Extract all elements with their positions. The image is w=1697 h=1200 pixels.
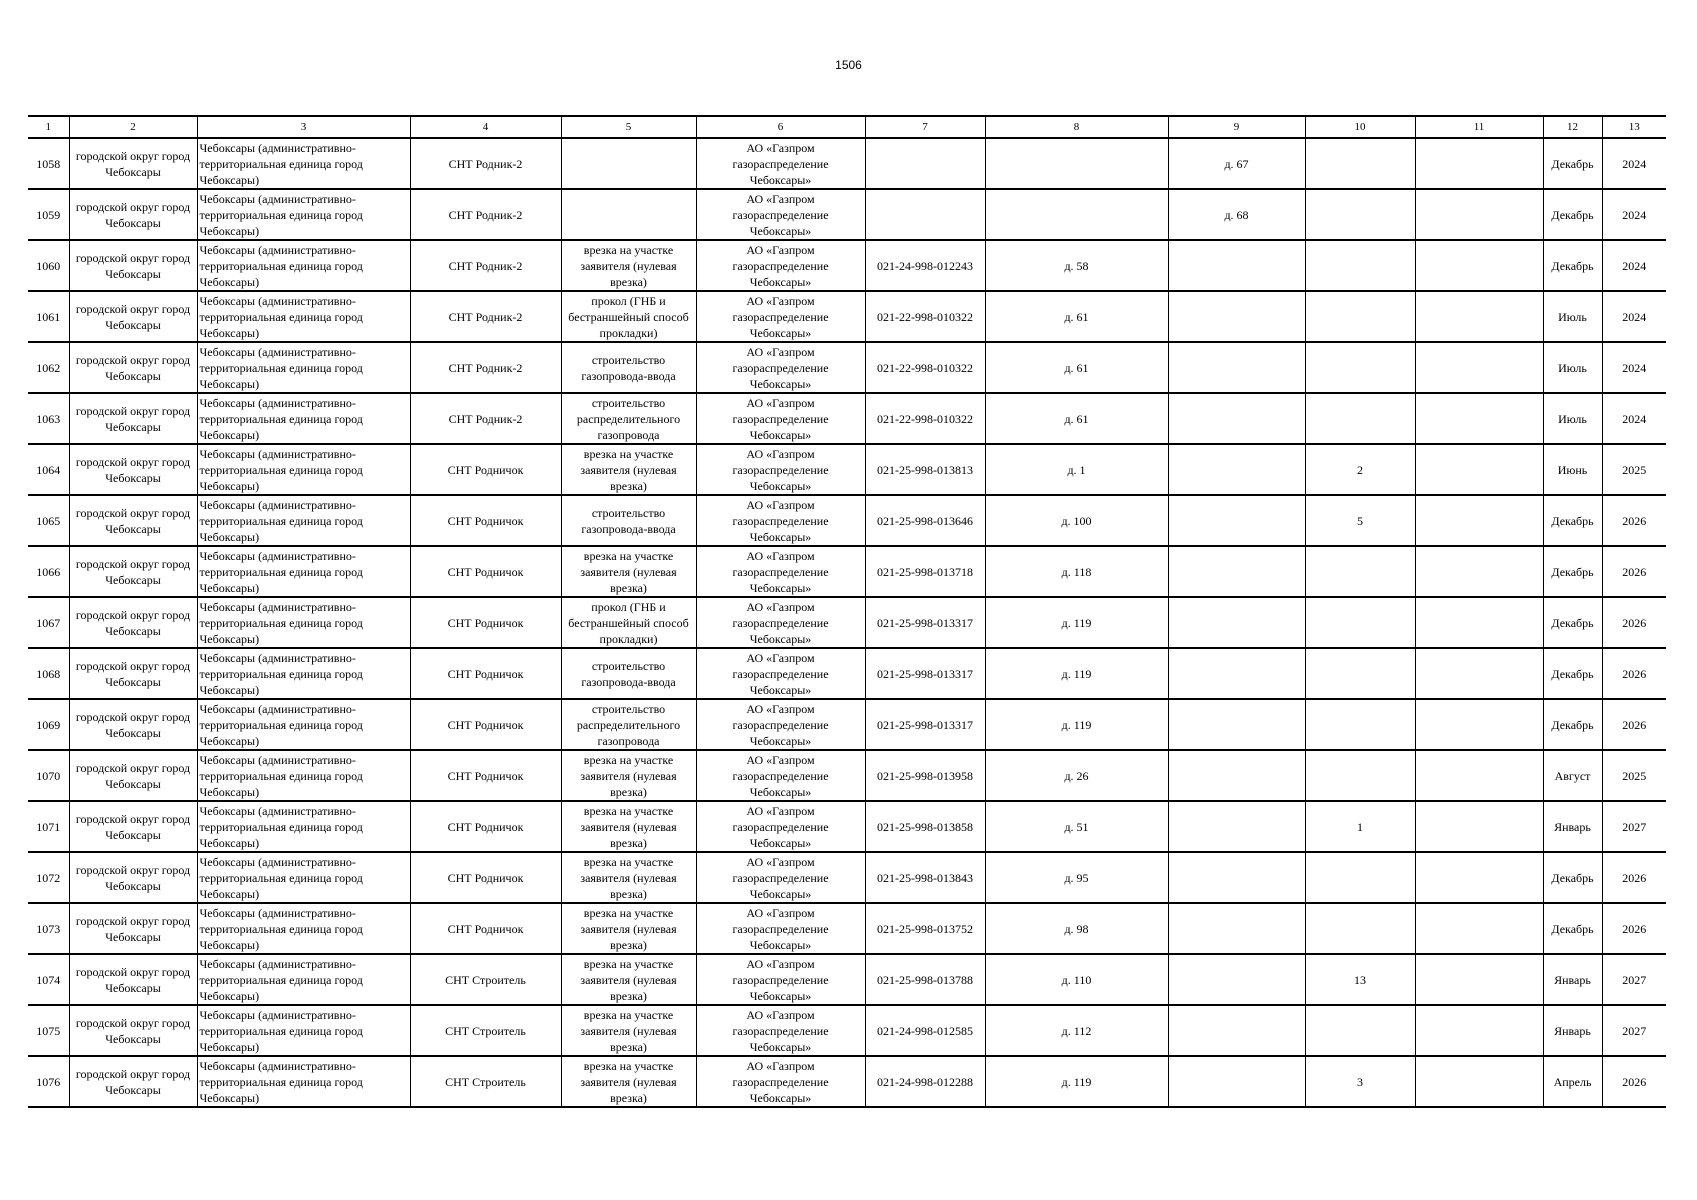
settlement-cell: Чебоксары (административно- территориальная единица город Чебоксары)	[197, 1056, 410, 1107]
month-cell: Декабрь	[1543, 597, 1602, 648]
row-number-cell: 1062	[28, 342, 69, 393]
col9-cell	[1168, 801, 1305, 852]
col11-cell	[1415, 444, 1543, 495]
col9-cell	[1168, 1056, 1305, 1107]
col9-cell	[1168, 903, 1305, 954]
municipality-cell: городской округ город Чебоксары	[69, 1056, 197, 1107]
col9-cell	[1168, 495, 1305, 546]
col10-cell: 13	[1305, 954, 1415, 1005]
municipality-cell: городской округ город Чебоксары	[69, 291, 197, 342]
col9-cell	[1168, 546, 1305, 597]
work-type-cell: врезка на участке заявителя (нулевая врезка)	[561, 240, 696, 291]
address-cell: д. 26	[985, 750, 1168, 801]
work-type-cell: врезка на участке заявителя (нулевая врезка)	[561, 1005, 696, 1056]
object-cell: СНТ Родничок	[410, 495, 561, 546]
object-cell: СНТ Родник-2	[410, 138, 561, 189]
column-header: 13	[1602, 116, 1666, 138]
month-cell: Декабрь	[1543, 189, 1602, 240]
municipality-cell: городской округ город Чебоксары	[69, 852, 197, 903]
organization-cell: АО «Газпром газораспределение Чебоксары»	[696, 138, 865, 189]
col10-cell	[1305, 189, 1415, 240]
year-cell: 2024	[1602, 189, 1666, 240]
month-cell: Январь	[1543, 1005, 1602, 1056]
col11-cell	[1415, 342, 1543, 393]
address-cell: д. 51	[985, 801, 1168, 852]
organization-cell: АО «Газпром газораспределение Чебоксары»	[696, 444, 865, 495]
col11-cell	[1415, 699, 1543, 750]
object-cell: СНТ Родничок	[410, 903, 561, 954]
month-cell: Июль	[1543, 342, 1602, 393]
work-type-cell: врезка на участке заявителя (нулевая врезка)	[561, 750, 696, 801]
settlement-cell: Чебоксары (административно- территориальная единица город Чебоксары)	[197, 240, 410, 291]
table-row	[28, 444, 1666, 495]
object-cell: СНТ Родничок	[410, 546, 561, 597]
organization-cell: АО «Газпром газораспределение Чебоксары»	[696, 699, 865, 750]
organization-cell: АО «Газпром газораспределение Чебоксары»	[696, 1005, 865, 1056]
contract-number-cell: 021-25-998-013646	[865, 495, 985, 546]
year-cell: 2025	[1602, 444, 1666, 495]
object-cell: СНТ Родничок	[410, 648, 561, 699]
organization-cell: АО «Газпром газораспределение Чебоксары»	[696, 342, 865, 393]
settlement-cell: Чебоксары (административно- территориальная единица город Чебоксары)	[197, 1005, 410, 1056]
address-cell: д. 61	[985, 393, 1168, 444]
col9-cell	[1168, 393, 1305, 444]
register-table	[28, 115, 1666, 1108]
organization-cell: АО «Газпром газораспределение Чебоксары»	[696, 852, 865, 903]
col11-cell	[1415, 138, 1543, 189]
table-row	[28, 138, 1666, 189]
row-number-cell: 1074	[28, 954, 69, 1005]
contract-number-cell: 021-25-998-013752	[865, 903, 985, 954]
municipality-cell: городской округ город Чебоксары	[69, 546, 197, 597]
work-type-cell: врезка на участке заявителя (нулевая врезка)	[561, 954, 696, 1005]
address-cell: д. 112	[985, 1005, 1168, 1056]
table-row	[28, 1056, 1666, 1107]
col9-cell	[1168, 699, 1305, 750]
address-cell	[985, 189, 1168, 240]
contract-number-cell: 021-25-998-013718	[865, 546, 985, 597]
row-number-cell: 1063	[28, 393, 69, 444]
contract-number-cell: 021-24-998-012243	[865, 240, 985, 291]
year-cell: 2024	[1602, 393, 1666, 444]
address-cell: д. 98	[985, 903, 1168, 954]
organization-cell: АО «Газпром газораспределение Чебоксары»	[696, 495, 865, 546]
table-row	[28, 1005, 1666, 1056]
table-row	[28, 903, 1666, 954]
col9-cell	[1168, 648, 1305, 699]
month-cell: Июль	[1543, 393, 1602, 444]
settlement-cell: Чебоксары (административно- территориальная единица город Чебоксары)	[197, 291, 410, 342]
col11-cell	[1415, 750, 1543, 801]
col11-cell	[1415, 954, 1543, 1005]
col9-cell	[1168, 750, 1305, 801]
col9-cell	[1168, 444, 1305, 495]
work-type-cell	[561, 138, 696, 189]
col9-cell	[1168, 852, 1305, 903]
address-cell	[985, 138, 1168, 189]
table-row	[28, 801, 1666, 852]
address-cell: д. 119	[985, 597, 1168, 648]
work-type-cell: врезка на участке заявителя (нулевая врезка)	[561, 1056, 696, 1107]
col10-cell	[1305, 342, 1415, 393]
col10-cell	[1305, 597, 1415, 648]
table-row	[28, 291, 1666, 342]
month-cell: Январь	[1543, 801, 1602, 852]
municipality-cell: городской округ город Чебоксары	[69, 648, 197, 699]
col11-cell	[1415, 546, 1543, 597]
address-cell: д. 110	[985, 954, 1168, 1005]
row-number-cell: 1072	[28, 852, 69, 903]
month-cell: Декабрь	[1543, 495, 1602, 546]
organization-cell: АО «Газпром газораспределение Чебоксары»	[696, 648, 865, 699]
settlement-cell: Чебоксары (административно- территориальная единица город Чебоксары)	[197, 444, 410, 495]
month-cell: Июль	[1543, 291, 1602, 342]
object-cell: СНТ Родник-2	[410, 342, 561, 393]
work-type-cell: строительство газопровода-ввода	[561, 495, 696, 546]
col10-cell	[1305, 1005, 1415, 1056]
col10-cell	[1305, 546, 1415, 597]
settlement-cell: Чебоксары (административно- территориальная единица город Чебоксары)	[197, 903, 410, 954]
column-header: 4	[410, 116, 561, 138]
col9-cell	[1168, 597, 1305, 648]
object-cell: СНТ Родник-2	[410, 291, 561, 342]
col10-cell	[1305, 699, 1415, 750]
municipality-cell: городской округ город Чебоксары	[69, 750, 197, 801]
col9-cell: д. 67	[1168, 138, 1305, 189]
col9-cell	[1168, 342, 1305, 393]
contract-number-cell	[865, 189, 985, 240]
month-cell: Декабрь	[1543, 138, 1602, 189]
address-cell: д. 119	[985, 699, 1168, 750]
object-cell: СНТ Родничок	[410, 750, 561, 801]
work-type-cell: врезка на участке заявителя (нулевая врезка)	[561, 903, 696, 954]
year-cell: 2026	[1602, 1056, 1666, 1107]
municipality-cell: городской округ город Чебоксары	[69, 138, 197, 189]
year-cell: 2027	[1602, 954, 1666, 1005]
year-cell: 2026	[1602, 495, 1666, 546]
row-number-cell: 1068	[28, 648, 69, 699]
municipality-cell: городской округ город Чебоксары	[69, 342, 197, 393]
col10-cell	[1305, 240, 1415, 291]
col10-cell: 1	[1305, 801, 1415, 852]
year-cell: 2027	[1602, 1005, 1666, 1056]
col11-cell	[1415, 291, 1543, 342]
address-cell: д. 119	[985, 648, 1168, 699]
col10-cell: 3	[1305, 1056, 1415, 1107]
contract-number-cell: 021-24-998-012585	[865, 1005, 985, 1056]
address-cell: д. 58	[985, 240, 1168, 291]
contract-number-cell	[865, 138, 985, 189]
work-type-cell	[561, 189, 696, 240]
row-number-cell: 1067	[28, 597, 69, 648]
col11-cell	[1415, 903, 1543, 954]
year-cell: 2024	[1602, 291, 1666, 342]
municipality-cell: городской округ город Чебоксары	[69, 1005, 197, 1056]
table-row	[28, 240, 1666, 291]
settlement-cell: Чебоксары (административно- территориальная единица город Чебоксары)	[197, 138, 410, 189]
organization-cell: АО «Газпром газораспределение Чебоксары»	[696, 291, 865, 342]
object-cell: СНТ Родничок	[410, 699, 561, 750]
address-cell: д. 1	[985, 444, 1168, 495]
organization-cell: АО «Газпром газораспределение Чебоксары»	[696, 240, 865, 291]
page-number: 1506	[835, 58, 862, 72]
address-cell: д. 61	[985, 342, 1168, 393]
settlement-cell: Чебоксары (административно- территориальная единица город Чебоксары)	[197, 495, 410, 546]
month-cell: Декабрь	[1543, 648, 1602, 699]
work-type-cell: врезка на участке заявителя (нулевая врезка)	[561, 801, 696, 852]
object-cell: СНТ Родничок	[410, 597, 561, 648]
col9-cell	[1168, 954, 1305, 1005]
organization-cell: АО «Газпром газораспределение Чебоксары»	[696, 597, 865, 648]
municipality-cell: городской округ город Чебоксары	[69, 495, 197, 546]
year-cell: 2026	[1602, 546, 1666, 597]
organization-cell: АО «Газпром газораспределение Чебоксары»	[696, 801, 865, 852]
contract-number-cell: 021-22-998-010322	[865, 393, 985, 444]
object-cell: СНТ Строитель	[410, 954, 561, 1005]
row-number-cell: 1076	[28, 1056, 69, 1107]
row-number-cell: 1061	[28, 291, 69, 342]
col10-cell: 5	[1305, 495, 1415, 546]
table-row	[28, 954, 1666, 1005]
work-type-cell: прокол (ГНБ и бестраншейный способ прокладки)	[561, 597, 696, 648]
table-row	[28, 393, 1666, 444]
work-type-cell: строительство распределительного газопровода	[561, 699, 696, 750]
month-cell: Декабрь	[1543, 852, 1602, 903]
work-type-cell: строительство газопровода-ввода	[561, 342, 696, 393]
row-number-cell: 1059	[28, 189, 69, 240]
contract-number-cell: 021-25-998-013317	[865, 648, 985, 699]
year-cell: 2024	[1602, 342, 1666, 393]
column-header: 8	[985, 116, 1168, 138]
col10-cell	[1305, 393, 1415, 444]
table-row	[28, 546, 1666, 597]
table-row	[28, 648, 1666, 699]
month-cell: Декабрь	[1543, 699, 1602, 750]
column-header: 11	[1415, 116, 1543, 138]
settlement-cell: Чебоксары (административно- территориальная единица город Чебоксары)	[197, 699, 410, 750]
col11-cell	[1415, 240, 1543, 291]
work-type-cell: строительство распределительного газопровода	[561, 393, 696, 444]
settlement-cell: Чебоксары (административно- территориальная единица город Чебоксары)	[197, 342, 410, 393]
column-header: 10	[1305, 116, 1415, 138]
work-type-cell: врезка на участке заявителя (нулевая врезка)	[561, 444, 696, 495]
object-cell: СНТ Родник-2	[410, 393, 561, 444]
row-number-cell: 1065	[28, 495, 69, 546]
municipality-cell: городской округ город Чебоксары	[69, 801, 197, 852]
row-number-cell: 1066	[28, 546, 69, 597]
object-cell: СНТ Родничок	[410, 852, 561, 903]
row-number-cell: 1073	[28, 903, 69, 954]
row-number-cell: 1069	[28, 699, 69, 750]
col11-cell	[1415, 495, 1543, 546]
address-cell: д. 119	[985, 1056, 1168, 1107]
contract-number-cell: 021-24-998-012288	[865, 1056, 985, 1107]
month-cell: Декабрь	[1543, 546, 1602, 597]
col9-cell	[1168, 1005, 1305, 1056]
row-number-cell: 1058	[28, 138, 69, 189]
row-number-cell: 1071	[28, 801, 69, 852]
contract-number-cell: 021-25-998-013958	[865, 750, 985, 801]
work-type-cell: врезка на участке заявителя (нулевая врезка)	[561, 546, 696, 597]
column-header: 1	[28, 116, 69, 138]
settlement-cell: Чебоксары (административно- территориальная единица город Чебоксары)	[197, 393, 410, 444]
col11-cell	[1415, 648, 1543, 699]
column-header: 9	[1168, 116, 1305, 138]
month-cell: Апрель	[1543, 1056, 1602, 1107]
year-cell: 2025	[1602, 750, 1666, 801]
column-header: 3	[197, 116, 410, 138]
organization-cell: АО «Газпром газораспределение Чебоксары»	[696, 189, 865, 240]
col10-cell	[1305, 138, 1415, 189]
settlement-cell: Чебоксары (административно- территориальная единица город Чебоксары)	[197, 546, 410, 597]
col10-cell: 2	[1305, 444, 1415, 495]
municipality-cell: городской округ город Чебоксары	[69, 189, 197, 240]
municipality-cell: городской округ город Чебоксары	[69, 597, 197, 648]
year-cell: 2027	[1602, 801, 1666, 852]
settlement-cell: Чебоксары (административно- территориальная единица город Чебоксары)	[197, 801, 410, 852]
col11-cell	[1415, 801, 1543, 852]
municipality-cell: городской округ город Чебоксары	[69, 393, 197, 444]
year-cell: 2026	[1602, 648, 1666, 699]
contract-number-cell: 021-25-998-013858	[865, 801, 985, 852]
col9-cell	[1168, 240, 1305, 291]
table-row	[28, 495, 1666, 546]
address-cell: д. 118	[985, 546, 1168, 597]
contract-number-cell: 021-25-998-013317	[865, 597, 985, 648]
month-cell: Декабрь	[1543, 903, 1602, 954]
table-row	[28, 699, 1666, 750]
year-cell: 2026	[1602, 597, 1666, 648]
municipality-cell: городской округ город Чебоксары	[69, 903, 197, 954]
year-cell: 2024	[1602, 138, 1666, 189]
municipality-cell: городской округ город Чебоксары	[69, 954, 197, 1005]
object-cell: СНТ Родник-2	[410, 189, 561, 240]
address-cell: д. 95	[985, 852, 1168, 903]
contract-number-cell: 021-25-998-013843	[865, 852, 985, 903]
contract-number-cell: 021-22-998-010322	[865, 291, 985, 342]
col11-cell	[1415, 852, 1543, 903]
municipality-cell: городской округ город Чебоксары	[69, 699, 197, 750]
settlement-cell: Чебоксары (административно- территориальная единица город Чебоксары)	[197, 750, 410, 801]
table-row	[28, 852, 1666, 903]
col9-cell: д. 68	[1168, 189, 1305, 240]
object-cell: СНТ Строитель	[410, 1056, 561, 1107]
col11-cell	[1415, 597, 1543, 648]
col9-cell	[1168, 291, 1305, 342]
organization-cell: АО «Газпром газораспределение Чебоксары»	[696, 903, 865, 954]
month-cell: Август	[1543, 750, 1602, 801]
table-row	[28, 342, 1666, 393]
settlement-cell: Чебоксары (административно- территориальная единица город Чебоксары)	[197, 648, 410, 699]
year-cell: 2026	[1602, 903, 1666, 954]
organization-cell: АО «Газпром газораспределение Чебоксары»	[696, 750, 865, 801]
settlement-cell: Чебоксары (административно- территориальная единица город Чебоксары)	[197, 852, 410, 903]
address-cell: д. 61	[985, 291, 1168, 342]
contract-number-cell: 021-25-998-013788	[865, 954, 985, 1005]
column-header: 6	[696, 116, 865, 138]
col11-cell	[1415, 189, 1543, 240]
municipality-cell: городской округ город Чебоксары	[69, 444, 197, 495]
row-number-cell: 1070	[28, 750, 69, 801]
settlement-cell: Чебоксары (административно- территориальная единица город Чебоксары)	[197, 954, 410, 1005]
contract-number-cell: 021-25-998-013317	[865, 699, 985, 750]
year-cell: 2024	[1602, 240, 1666, 291]
object-cell: СНТ Родник-2	[410, 240, 561, 291]
work-type-cell: прокол (ГНБ и бестраншейный способ прокладки)	[561, 291, 696, 342]
col11-cell	[1415, 393, 1543, 444]
column-header: 7	[865, 116, 985, 138]
column-header: 2	[69, 116, 197, 138]
settlement-cell: Чебоксары (административно- территориальная единица город Чебоксары)	[197, 189, 410, 240]
contract-number-cell: 021-22-998-010322	[865, 342, 985, 393]
row-number-cell: 1060	[28, 240, 69, 291]
organization-cell: АО «Газпром газораспределение Чебоксары»	[696, 1056, 865, 1107]
col11-cell	[1415, 1005, 1543, 1056]
work-type-cell: врезка на участке заявителя (нулевая врезка)	[561, 852, 696, 903]
object-cell: СНТ Родничок	[410, 444, 561, 495]
col10-cell	[1305, 648, 1415, 699]
contract-number-cell: 021-25-998-013813	[865, 444, 985, 495]
table-row	[28, 750, 1666, 801]
header-row	[28, 116, 1666, 138]
municipality-cell: городской округ город Чебоксары	[69, 240, 197, 291]
col10-cell	[1305, 903, 1415, 954]
month-cell: Декабрь	[1543, 240, 1602, 291]
row-number-cell: 1075	[28, 1005, 69, 1056]
col10-cell	[1305, 852, 1415, 903]
table-row	[28, 189, 1666, 240]
year-cell: 2026	[1602, 699, 1666, 750]
col11-cell	[1415, 1056, 1543, 1107]
column-header: 12	[1543, 116, 1602, 138]
organization-cell: АО «Газпром газораспределение Чебоксары»	[696, 393, 865, 444]
organization-cell: АО «Газпром газораспределение Чебоксары»	[696, 546, 865, 597]
col10-cell	[1305, 750, 1415, 801]
year-cell: 2026	[1602, 852, 1666, 903]
month-cell: Июнь	[1543, 444, 1602, 495]
work-type-cell: строительство газопровода-ввода	[561, 648, 696, 699]
object-cell: СНТ Родничок	[410, 801, 561, 852]
col10-cell	[1305, 291, 1415, 342]
address-cell: д. 100	[985, 495, 1168, 546]
row-number-cell: 1064	[28, 444, 69, 495]
column-header: 5	[561, 116, 696, 138]
table-row	[28, 597, 1666, 648]
month-cell: Январь	[1543, 954, 1602, 1005]
object-cell: СНТ Строитель	[410, 1005, 561, 1056]
organization-cell: АО «Газпром газораспределение Чебоксары»	[696, 954, 865, 1005]
settlement-cell: Чебоксары (административно- территориальная единица город Чебоксары)	[197, 597, 410, 648]
